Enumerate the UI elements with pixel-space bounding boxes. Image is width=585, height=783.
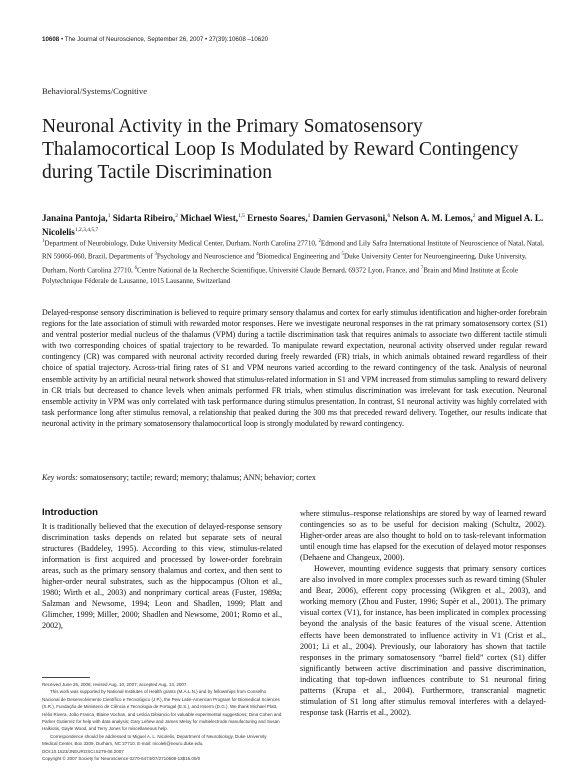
author-affiliation-mark: 1 <box>307 213 311 219</box>
affiliation-text: Brain and Mind Institute at École Polytechnique Féderale de Lausanne, 1015 Lausanne, Switzerland <box>42 266 519 286</box>
affiliation-mark: 7 <box>420 265 424 271</box>
page-number: 10608 <box>42 36 60 43</box>
keywords-label: Key words: <box>42 473 78 482</box>
affiliation-text: Edmond and Lily Safra International Institute of Neuroscience of Natal, Natal, RN 59066-060, Brazil, Departments of <box>42 239 544 261</box>
author-affiliation-mark: 1,2,3,4,5,7 <box>74 227 99 234</box>
author-name: Sidarta Ribeiro, <box>112 213 176 224</box>
intro-paragraph-1: It is traditionally believed that the execution of delayed-response sensory discrimination tasks depends on related but separate sets of neural structures (Baddeley, 1995). According to this view, stimulus-related information is first acquired and processed by lower-order forebrain areas, such as the primary sensory thalamus and cortex, and then sent to higher-order neural substrates, such as the hippocampus (Olton et al., 1980; Wirth et al., 2003) and nonprimary cortical areas (Fuster, 1989a; Salzman and Newsome, 1994; Leon and Shadlen, 1999; Platt and Glimcher, 1999; Miller, 2000; Shadlen and Newsome, 2001; Romo et al., 2002), <box>42 522 282 631</box>
affiliation-text: Centre National de la Recherche Scientifique, Université Claude Bernard, 69372 Lyon, France, and <box>137 266 421 275</box>
author-affiliation-mark: 1,5 <box>238 213 245 219</box>
affiliation-mark: 2 <box>318 239 321 244</box>
author-name: and Miguel A. L. Nicolelis <box>42 213 544 238</box>
footnote-received: Received June 26, 2006; revised Aug. 10, 2007; accepted Aug. 14, 2007. <box>42 682 188 687</box>
footnote-doi: DOI:10.1523/JNEUROSCI.5279-06.2007 <box>42 748 124 754</box>
author-name: Ernesto Soares, <box>247 213 308 224</box>
intro-paragraph-3: However, mounting evidence suggests that primary sensory cortices are also involved in more complex processes such as reward timing (Shuler and Bear, 2006), efferent copy processing (Wikgren et al., 2003), and working memory (Zhou and Fuster, 1996; Supèr et al., 2001). The primary visual cortex (V1), for instance, has been implicated in complex processing beyond the analysis of the basic features of the visual scene. Attention effects have been demonstrated to influence activity in V1 (Crist et al., 2001; Li et al., 2004). Previously, our laboratory has shown that tactile responses in the primary somatosensory “barrel field” cortex (S1) differ significantly between active discrimination and passive discrimination, indicating that top-down influences contribute to S1 neuronal firing patterns (Krupa et al., 2004). Furthermore, transcranial magnetic stimulation of S1 long after stimulus removal interferes with a delayed-response task (Harris et al., 2002). <box>300 564 546 717</box>
footnote-copyright: Copyright © 2007 Society for Neuroscience 0270-6474/07/2710608-13$15.00/0 <box>42 756 201 762</box>
affiliation-text: Department of Neurobiology, Duke University Medical Center, Durham, North Carolina 27710, <box>44 239 319 248</box>
affiliation-mark: 3 <box>154 252 157 258</box>
introduction-heading: Introduction <box>42 507 98 518</box>
section-label: Behavioral/Systems/Cognitive <box>42 86 148 96</box>
author-name: Damien Gervasoni, <box>312 213 388 224</box>
affiliations <box>42 236 547 287</box>
affiliation-text: Biomedical Engineering and <box>258 252 342 261</box>
intro-paragraph-2: where stimulus–response relationships are stored by way of learned reward contingencies so as to be useful for decision making (Schultz, 2002). Higher-order areas are also thought to hold on to task-relevant information until enough time has elapsed for the execution of delayed motor responses (Dehaene and Changeux, 2000). <box>300 509 546 563</box>
author-affiliation-mark: 2 <box>175 213 178 219</box>
affiliation-mark: 4 <box>256 252 259 258</box>
journal-citation: • The Journal of Neuroscience, September 26, 2007 • 27(39):10608 –10620 <box>60 36 269 43</box>
affiliation-text: Psychology and Neuroscience and <box>156 252 257 261</box>
author-name: Janaina Pantoja, <box>42 213 108 224</box>
affiliation-mark: 6 <box>134 265 138 271</box>
keywords-text: somatosensory; tactile; reward; memory; thalamus; ANN; behavior; cortex <box>77 473 316 482</box>
right-column <box>300 508 546 718</box>
author-affiliation-mark: 6 <box>387 213 391 219</box>
affiliation-mark: 5 <box>341 252 344 258</box>
author-name: Nelson A. M. Lemos, <box>392 213 473 224</box>
author-affiliation-mark: 2 <box>472 213 476 219</box>
footnote-divider <box>42 677 90 678</box>
running-header <box>42 36 268 43</box>
author-name: Michael Wiest, <box>180 213 238 224</box>
affiliation-mark: 1 <box>42 239 45 244</box>
author-affiliation-mark: 1 <box>107 213 111 219</box>
left-column <box>42 507 282 631</box>
footnotes <box>42 681 282 762</box>
footnote-funding: This work was supported by National Institutes of Health grants (M.A.L.N.) and by fellowships from Conselho Nacional de Desenvolvimento Científico e Tecnológico (J.P.), the Pew Latin-American Program for Biomedical Sciences (S.R.), Fundação de Ministerio de Ciência e Tecnologia de Portugal (E.S.), and Inserm (D.G.). We thank Michael Platt, Hélio Rivera, João Franca, Blaine Vochan, and Letícia Dibiancio for valuable experimental suggestions; Dina Cohen and Parker Gutierrez for help with data analysis; Gary Lehew and James Meloy for multielectrode manufacturing and Susan Halkiotis, Gayle Wood, and Terry Jones for miscellaneous help. <box>42 689 282 732</box>
keywords <box>42 472 547 483</box>
footnote-correspondence: Correspondence should be addressed to Miguel A. L. Nicolelis, Department of Neurobiology, Duke University Medical Center, Box 3209, Durham, NC 27710. E-mail: nicoleli@neuro.duke.edu. <box>42 733 267 747</box>
article-title: Neuronal Activity in the Primary Somatosensory Thalamocortical Loop Is Modulated by Reward Contingency during Tactile Discrimination <box>42 116 519 183</box>
abstract: Delayed-response sensory discrimination is believed to require primary sensory thalamus and cortex for early stimulus identification and higher-order forebrain regions for the late association of stimuli with rewarded motor responses. Here we investigate neuronal responses in the rat primary somatosensory cortex (S1) and ventral posterior medial nucleus of the thalamus (VPM) during a tactile discrimination task that requires animals to associate two different tactile stimuli with two corresponding choices of spatial trajectory to be rewarded. To manipulate reward expectation, neuronal activity observed under regular reward contingency (CR) was compared with neuronal activity recorded during freely rewarded (FR) trials, in which animals obtained reward regardless of their choice of spatial trajectory. Across-trial firing rates of S1 and VPM neurons varied according to the reward contingency of the task. Analysis of neuronal ensemble activity by an artificial neural network showed that stimulus-related information in S1 and VPM increased from stimulus sampling to reward delivery in CR trials but decreased to chance levels when animals performed FR trials, when stimulus discrimination was irrelevant for task execution. Neuronal ensemble activity in VPM was only correlated with task performance during stimulus presentation. In contrast, S1 neuronal activity was highly correlated with task performance long after stimulus removal, a relationship that peaked during the 300 ms that preceded reward delivery. Together, our results indicate that neuronal activity in the primary somatosensory thalamocortical loop is strongly modulated by reward contingency. <box>42 308 547 428</box>
author-list <box>42 210 547 238</box>
affiliation-text: Duke University Center for Neuroengineering, Duke University, Durham, North Carolina 27710, <box>42 252 527 275</box>
